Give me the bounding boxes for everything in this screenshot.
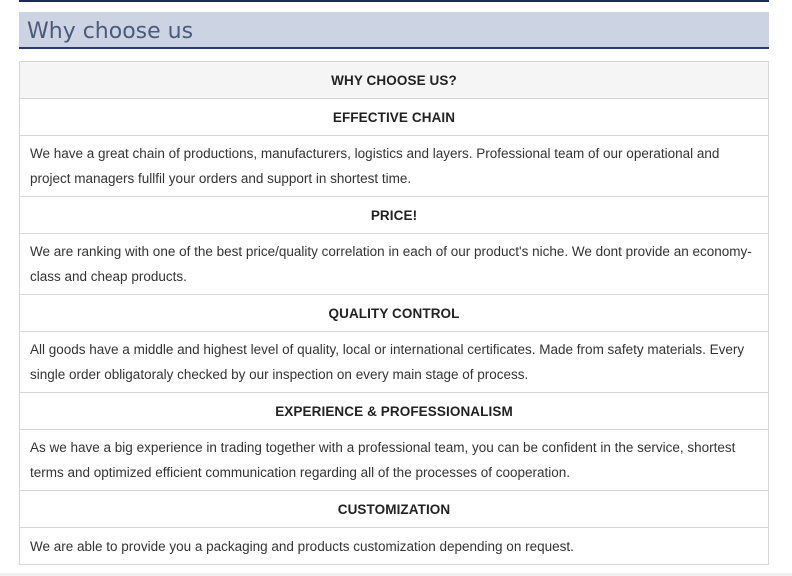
table-row — [20, 491, 769, 528]
table-text-cell: We are able to provide you a packaging and products customization depending on request. — [20, 528, 769, 565]
table-text-cell: As we have a big experience in trading together with a professional team, you can be confident in the service, shortest terms and optimized efficient communication regarding all of the processes of cooperation. — [20, 430, 769, 491]
table-row — [20, 295, 769, 332]
table-row — [20, 332, 769, 393]
table-heading-cell: WHY CHOOSE US? — [20, 62, 769, 99]
table-row — [20, 430, 769, 491]
table-heading-cell: EFFECTIVE CHAIN — [20, 99, 769, 136]
table-row — [20, 393, 769, 430]
table-row — [20, 136, 769, 197]
table-row — [20, 234, 769, 295]
table-text-cell: We have a great chain of productions, manufacturers, logistics and layers. Professional team of our operational and project managers fullfil your orders and support in shortest time. — [20, 136, 769, 197]
table-heading-cell: CUSTOMIZATION — [20, 491, 769, 528]
table-row — [20, 62, 769, 99]
table-text-cell: We are ranking with one of the best price/quality correlation in each of our product's niche. We dont provide an economy-class and cheap products. — [20, 234, 769, 295]
table-heading-cell: PRICE! — [20, 197, 769, 234]
table-row — [20, 528, 769, 565]
why-choose-us-table — [19, 61, 769, 565]
table-row — [20, 99, 769, 136]
table-heading-cell: QUALITY CONTROL — [20, 295, 769, 332]
section-title: Why choose us — [27, 19, 194, 44]
table-heading-cell: EXPERIENCE & PROFESSIONALISM — [20, 393, 769, 430]
section-header — [19, 12, 769, 49]
table-text-cell: All goods have a middle and highest level of quality, local or international certificates. Made from safety materials. Every single order obligatoraly checked by our inspection on every main stage of process. — [20, 332, 769, 393]
table-row — [20, 197, 769, 234]
top-divider — [19, 0, 769, 2]
